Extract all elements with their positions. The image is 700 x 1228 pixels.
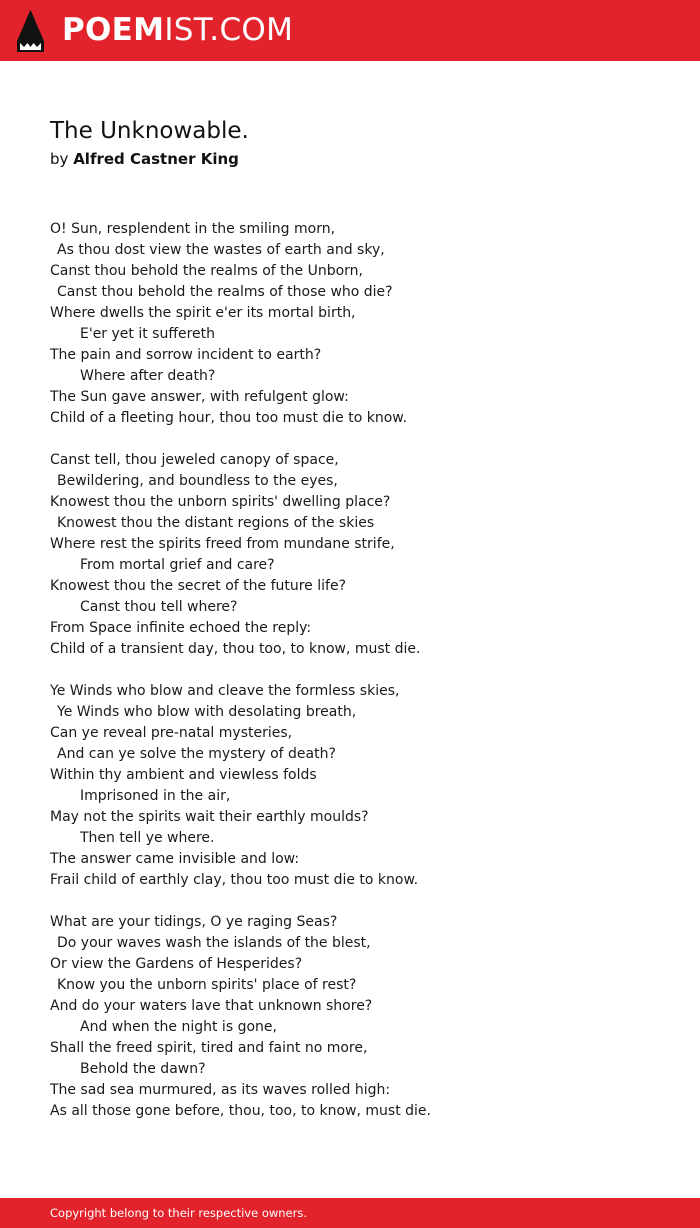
poem-line: From mortal grief and care? — [80, 557, 275, 573]
logo-bold-text: POEM — [62, 12, 165, 48]
poem-line: From Space infinite echoed the reply: — [50, 620, 312, 636]
poem-line: Where after death? — [80, 368, 216, 384]
poem-line: The pain and sorrow incident to earth? — [50, 347, 322, 363]
stanza — [50, 219, 670, 429]
poem-line: And when the night is gone, — [80, 1019, 277, 1035]
poem-line: Behold the dawn? — [80, 1061, 206, 1077]
poem-line: Canst thou behold the realms of the Unborn, — [50, 263, 363, 279]
pencil-logo-icon[interactable] — [17, 10, 44, 52]
byline — [50, 148, 239, 170]
stanza — [50, 912, 670, 1122]
site-footer — [0, 1198, 700, 1228]
poem-line: Imprisoned in the air, — [80, 788, 231, 804]
poem-line: Child of a fleeting hour, thou too must die to know. — [50, 410, 407, 426]
poem-line: Ye Winds who blow with desolating breath, — [57, 704, 357, 720]
poem-line: Knowest thou the secret of the future life? — [50, 578, 346, 594]
poem-line: Within thy ambient and viewless folds — [50, 767, 317, 783]
site-logo[interactable] — [62, 12, 293, 48]
poem-line: As thou dost view the wastes of earth and sky, — [57, 242, 385, 258]
author-name: Alfred Castner King — [73, 150, 239, 168]
site-header — [0, 0, 700, 61]
poem-line: Where rest the spirits freed from mundane strife, — [50, 536, 395, 552]
stanza — [50, 450, 670, 660]
poem-line: Frail child of earthly clay, thou too must die to know. — [50, 872, 419, 888]
poem-line: The sad sea murmured, as its waves rolled high: — [50, 1082, 391, 1098]
poem-line: Canst tell, thou jeweled canopy of space, — [50, 452, 339, 468]
poem-line: E'er yet it suffereth — [80, 326, 216, 342]
poem-line: And can ye solve the mystery of death? — [57, 746, 336, 762]
poem-line: O! Sun, resplendent in the smiling morn, — [50, 221, 336, 237]
poem-line: And do your waters lave that unknown shore? — [50, 998, 373, 1014]
poem-title: The Unknowable. — [50, 118, 249, 144]
poem-line: Then tell ye where. — [80, 830, 215, 846]
poem-line: The answer came invisible and low: — [50, 851, 300, 867]
poem-line: Child of a transient day, thou too, to know, must die. — [50, 641, 421, 657]
copyright-text: Copyright belong to their respective owners. — [50, 1206, 308, 1220]
poem-line: Canst thou behold the realms of those who die? — [57, 284, 393, 300]
by-label: by — [50, 150, 69, 168]
poem-line: The Sun gave answer, with refulgent glow: — [50, 389, 349, 405]
poem-line: Knowest thou the unborn spirits' dwelling place? — [50, 494, 391, 510]
poem-line: What are your tidings, O ye raging Seas? — [50, 914, 338, 930]
poem-line: May not the spirits wait their earthly moulds? — [50, 809, 369, 825]
stanza — [50, 681, 670, 891]
poem-line: Shall the freed spirit, tired and faint no more, — [50, 1040, 368, 1056]
poem-line: Do your waves wash the islands of the blest, — [57, 935, 371, 951]
poem-line: Or view the Gardens of Hesperides? — [50, 956, 303, 972]
poem-line: As all those gone before, thou, too, to know, must die. — [50, 1103, 431, 1119]
poem-line: Can ye reveal pre-natal mysteries, — [50, 725, 293, 741]
poem-line: Know you the unborn spirits' place of rest? — [57, 977, 357, 993]
poem-line: Where dwells the spirit e'er its mortal birth, — [50, 305, 356, 321]
poem-body — [50, 219, 670, 1143]
poem-line: Canst thou tell where? — [80, 599, 238, 615]
poem-line: Knowest thou the distant regions of the skies — [57, 515, 375, 531]
poem-line: Bewildering, and boundless to the eyes, — [57, 473, 338, 489]
poem-line: Ye Winds who blow and cleave the formless skies, — [50, 683, 400, 699]
logo-light-text: IST.COM — [164, 12, 294, 48]
